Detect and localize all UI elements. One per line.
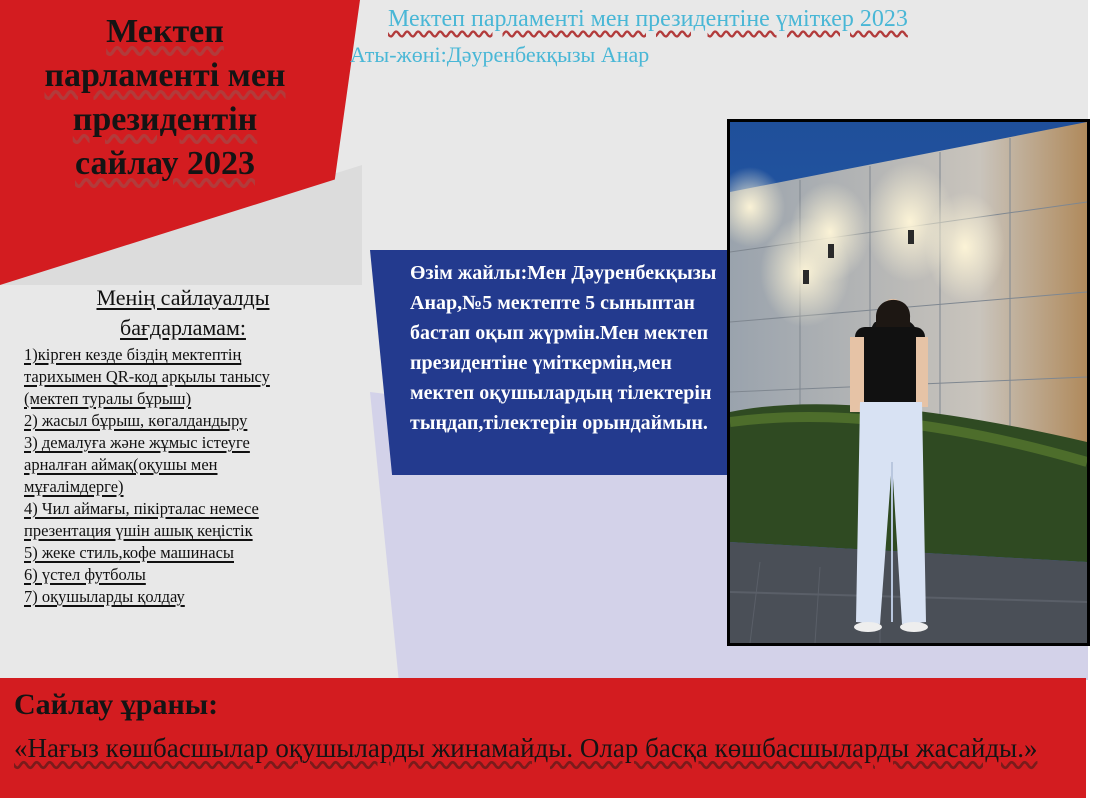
- candidate-photo-illustration: [730, 122, 1087, 643]
- program-line: 5) жеке стиль,кофе машинасы: [24, 543, 234, 562]
- program-line: 6) үстел футболы: [24, 565, 146, 584]
- title-line: Мектеп: [106, 13, 224, 50]
- program-line: тарихымен QR-код арқылы танысу: [24, 367, 270, 386]
- program-line: 2) жасыл бұрыш, көгалдандыру: [24, 411, 248, 430]
- slogan-title: Сайлау ұраны:: [14, 688, 219, 721]
- program-line: арналған аймақ(оқушы мен: [24, 455, 218, 474]
- program-line: презентация үшін ашық кеңістік: [24, 521, 253, 540]
- program-line: 1)кірген кезде біздің мектептің: [24, 345, 242, 364]
- slogan-quote: «Нағыз көшбасшылар оқушыларды жинамайды. Олар басқа көшбасшыларды жасайды.»: [14, 733, 1038, 763]
- program-line: 7) оқушыларды қолдау: [24, 587, 185, 606]
- slogan-text: [14, 731, 1064, 765]
- poster-title: [10, 10, 320, 186]
- candidate-heading: Мектеп парламенті мен президентіне үміткер 2023: [388, 6, 908, 32]
- program-line: 4) Чил аймағы, пікірталас немесе: [24, 499, 259, 518]
- candidate-photo: [727, 119, 1090, 646]
- title-line: сайлау 2023: [75, 145, 255, 182]
- title-line: парламенті мен: [44, 57, 286, 94]
- program-title-line: бағдарламам:: [120, 315, 246, 340]
- program-title: [28, 283, 338, 343]
- program-line: мұғалімдерге): [24, 477, 124, 496]
- program-title-line: Менің сайлауалды: [96, 285, 270, 310]
- program-list: [24, 344, 354, 608]
- about-text: Өзім жайлы:Мен Дәуренбекқызы Анар,№5 мектепте 5 сыныптан бастап оқып жүрмін.Мен мектеп президентіне үміткермін,мен мектеп оқушылардың тілектерін тыңдап,тілектерін орындаймын.: [410, 262, 717, 434]
- title-line: президентін: [72, 101, 258, 138]
- candidate-name: Аты-жөні:Дәуренбекқызы Анар: [350, 42, 650, 67]
- program-line: (мектеп туралы бұрыш): [24, 389, 192, 408]
- program-line: 3) демалуға және жұмыс істеуге: [24, 433, 250, 452]
